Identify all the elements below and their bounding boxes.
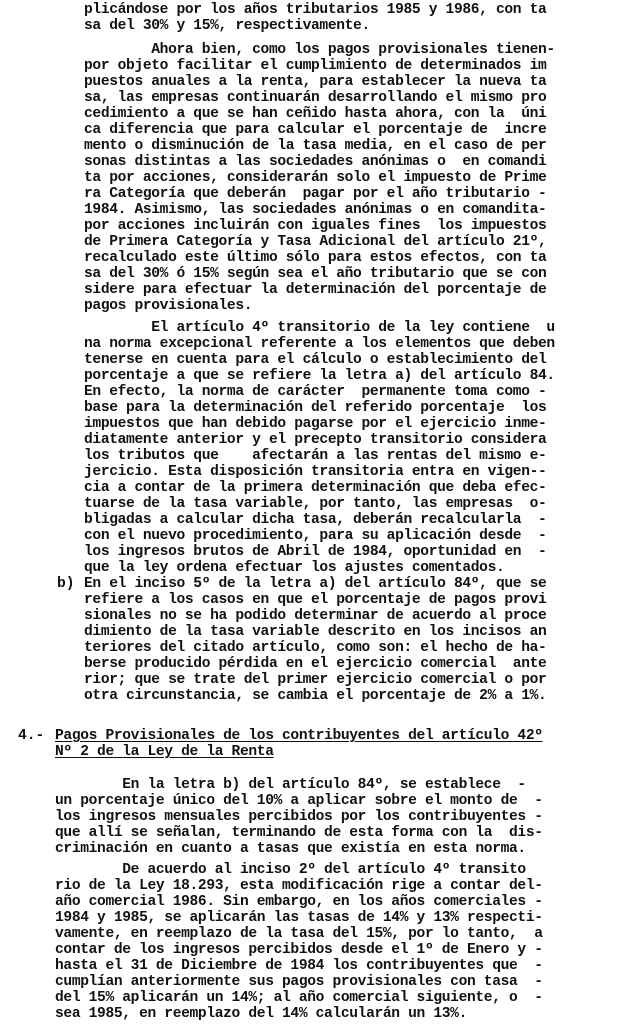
text-line: sea 1985, en reemplazo del 14% calcularán un 13%. [55, 1006, 467, 1022]
text-line: por objeto facilitar el cumplimiento de determinados im [84, 58, 547, 74]
text-line: De acuerdo al inciso 2º del artículo 4º transito [55, 862, 526, 878]
section-title-line: Pagos Provisionales de los contribuyentes del artículo 42º [55, 728, 543, 744]
text-line: sidere para efectuar la determinación del porcentaje de [84, 282, 547, 298]
text-line: base para la determinación del referido porcentaje los [84, 400, 547, 416]
text-line: que la ley ordena efectuar los ajustes comentados. [84, 560, 505, 576]
text-line: 1984. Asimismo, las sociedades anónimas o en comandita- [84, 202, 547, 218]
section-title-line: Nº 2 de la Ley de la Renta [55, 744, 274, 760]
text-line: jercicio. Esta disposición transitoria entra en vigen-- [84, 464, 547, 480]
text-line: cia a contar de la primera determinación que deba efec- [84, 480, 547, 496]
text-line: El artículo 4º transitorio de la ley contiene u [84, 320, 555, 336]
text-line: ca diferencia que para calcular el porcentaje de incre [84, 122, 547, 138]
text-line: los tributos que afectarán a las rentas del mismo e- [84, 448, 547, 464]
text-line: ra Categoría que deberán pagar por el año tributario - [84, 186, 547, 202]
text-line: na norma excepcional referente a los elementos que deben [84, 336, 555, 352]
text-line: los ingresos brutos de Abril de 1984, oportunidad en - [84, 544, 547, 560]
text-line: En efecto, la norma de carácter permanente toma como - [84, 384, 547, 400]
text-line: sonas distintas a las sociedades anónimas o en comandi [84, 154, 547, 170]
text-line: hasta el 31 de Diciembre de 1984 los contribuyentes que - [55, 958, 543, 974]
text-line: pagos provisionales. [84, 298, 253, 314]
section-number: 4.- [18, 728, 45, 744]
text-line: otra circunstancia, se cambia el porcentaje de 2% a 1%. [84, 688, 547, 704]
text-line: teriores del citado artículo, como son: el hecho de ha- [84, 640, 547, 656]
text-line: tuarse de la tasa variable, por tanto, las empresas o- [84, 496, 547, 512]
text-line: puestos anuales a la renta, para establecer la nueva ta [84, 74, 547, 90]
text-line: del 15% aplicarán un 14%; al año comercial siguiente, o - [55, 990, 543, 1006]
text-line: bligadas a calcular dicha tasa, deberán recalcularla - [84, 512, 547, 528]
text-line: sionales no se ha podido determinar de acuerdo al proce [84, 608, 547, 624]
text-line: año comercial 1986. Sin embargo, en los años comerciales - [55, 894, 543, 910]
text-line: sa del 30% ó 15% según sea el año tributario que se con [84, 266, 547, 282]
text-line: criminación en cuanto a tasas que existía en esta norma. [55, 841, 526, 857]
text-line: cumplían anteriormente sus pagos provisionales con tasa - [55, 974, 543, 990]
text-line: con el nuevo procedimiento, para su aplicación desde - [84, 528, 547, 544]
text-line: refiere a los casos en que el porcentaje de pagos provi [84, 592, 547, 608]
text-line: recalculado este último sólo para estos efectos, con ta [84, 250, 547, 266]
text-line: ta por acciones, considerarán solo el impuesto de Prime [84, 170, 547, 186]
text-line: rio de la Ley 18.293, esta modificación rige a contar del- [55, 878, 543, 894]
text-line: En el inciso 5º de la letra a) del artículo 84º, que se [84, 576, 547, 592]
text-line: de Primera Categoría y Tasa Adicional del artículo 21º, [84, 234, 547, 250]
text-line: rior; que se trate del primer ejercicio comercial o por [84, 672, 547, 688]
text-line: sa, las empresas continuarán desarrollando el mismo pro [84, 90, 547, 106]
text-line: los ingresos mensuales percibidos por los contribuyentes - [55, 809, 543, 825]
text-line: En la letra b) del artículo 84º, se establece - [55, 777, 526, 793]
text-line: dimiento de la tasa variable descrito en los incisos an [84, 624, 547, 640]
text-line: vamente, en reemplazo de la tasa del 15%, por lo tanto, a [55, 926, 543, 942]
text-line: un porcentaje único del 10% a aplicar sobre el monto de - [55, 793, 543, 809]
text-line: tenerse en cuenta para el cálculo o establecimiento del [84, 352, 547, 368]
text-line: contar de los ingresos percibidos desde el 1º de Enero y - [55, 942, 543, 958]
text-line: mento o disminución de la tasa media, en el caso de per [84, 138, 547, 154]
text-line: 1984 y 1985, se aplicarán las tasas de 14% y 13% respecti- [55, 910, 543, 926]
text-line: diatamente anterior y el precepto transitorio considera [84, 432, 547, 448]
list-marker: b) [57, 576, 75, 592]
text-line: cedimiento a que se han ceñido hasta ahora, con la úni [84, 106, 547, 122]
text-line: que allí se señalan, terminando de esta forma con la dis- [55, 825, 543, 841]
text-line: impuestos que han debido pagarse por el ejercicio inme- [84, 416, 547, 432]
text-line: Ahora bien, como los pagos provisionales tienen- [84, 42, 555, 58]
text-line: sa del 30% y 15%, respectivamente. [84, 18, 370, 34]
text-line: plicándose por los años tributarios 1985 y 1986, con ta [84, 2, 547, 18]
text-line: porcentaje a que se refiere la letra a) del artículo 84. [84, 368, 555, 384]
text-line: berse producido pérdida en el ejercicio comercial ante [84, 656, 547, 672]
text-line: por acciones incluirán con iguales fines los impuestos [84, 218, 547, 234]
